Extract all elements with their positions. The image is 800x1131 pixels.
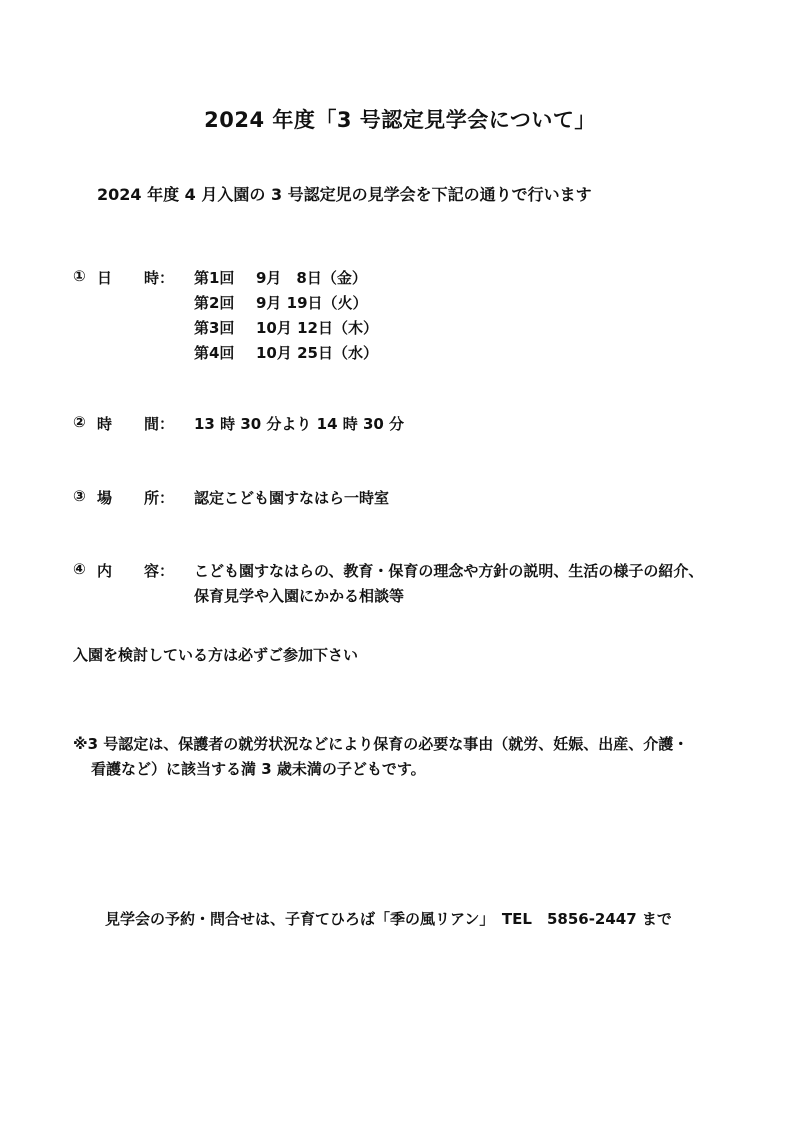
footnote-line-2: 看護など）に該当する満 3 歳未満の子どもです。	[91, 760, 426, 778]
item-4-number: ④	[73, 560, 86, 578]
intro-text: 2024 年度 4 月入園の 3 号認定児の見学会を下記の通りで行います	[97, 185, 592, 204]
item-3-label-a: 場	[97, 489, 113, 507]
item-3-label-b: 所：	[144, 489, 175, 507]
item-2-value: 13 時 30 分より 14 時 30 分	[194, 415, 405, 433]
item-4-value-line-1: こども園すなはらの、教育・保育の理念や方針の説明、生活の様子の紹介、	[194, 562, 704, 580]
footnote-line-1: ※3 号認定は、保護者の就労状況などにより保育の必要な事由（就労、妊娠、出産、介護・	[73, 735, 689, 753]
item-2-label-b: 間：	[144, 415, 175, 433]
item-1-number: ①	[73, 267, 86, 285]
session-1-date: 9月 8日（金）	[256, 269, 367, 287]
session-2-name: 第2回	[194, 294, 235, 312]
participation-notice: 入園を検討している方は必ずご参加下さい	[73, 646, 359, 664]
item-1-label-b: 時：	[144, 269, 175, 287]
document-title: 2024 年度「3 号認定見学会について」	[204, 108, 596, 132]
contact-info: 見学会の予約・問合せは、子育てひろば「季の風リアン」 TEL 5856-2447 まで	[105, 910, 672, 928]
session-2-date: 9月 19日（火）	[256, 294, 368, 312]
session-4-name: 第4回	[194, 344, 235, 362]
item-3-value: 認定こども園すなはら一時室	[194, 489, 390, 507]
item-4-label-a: 内	[97, 562, 113, 580]
session-3-date: 10月 12日（木）	[256, 319, 378, 337]
item-2-number: ②	[73, 413, 86, 431]
session-1-name: 第1回	[194, 269, 235, 287]
item-2-label-a: 時	[97, 415, 113, 433]
item-4-label-b: 容：	[144, 562, 175, 580]
item-4-value-line-2: 保育見学や入園にかかる相談等	[194, 587, 405, 605]
item-1-label-a: 日	[97, 269, 113, 287]
item-3-number: ③	[73, 487, 86, 505]
session-3-name: 第3回	[194, 319, 235, 337]
session-4-date: 10月 25日（水）	[256, 344, 378, 362]
